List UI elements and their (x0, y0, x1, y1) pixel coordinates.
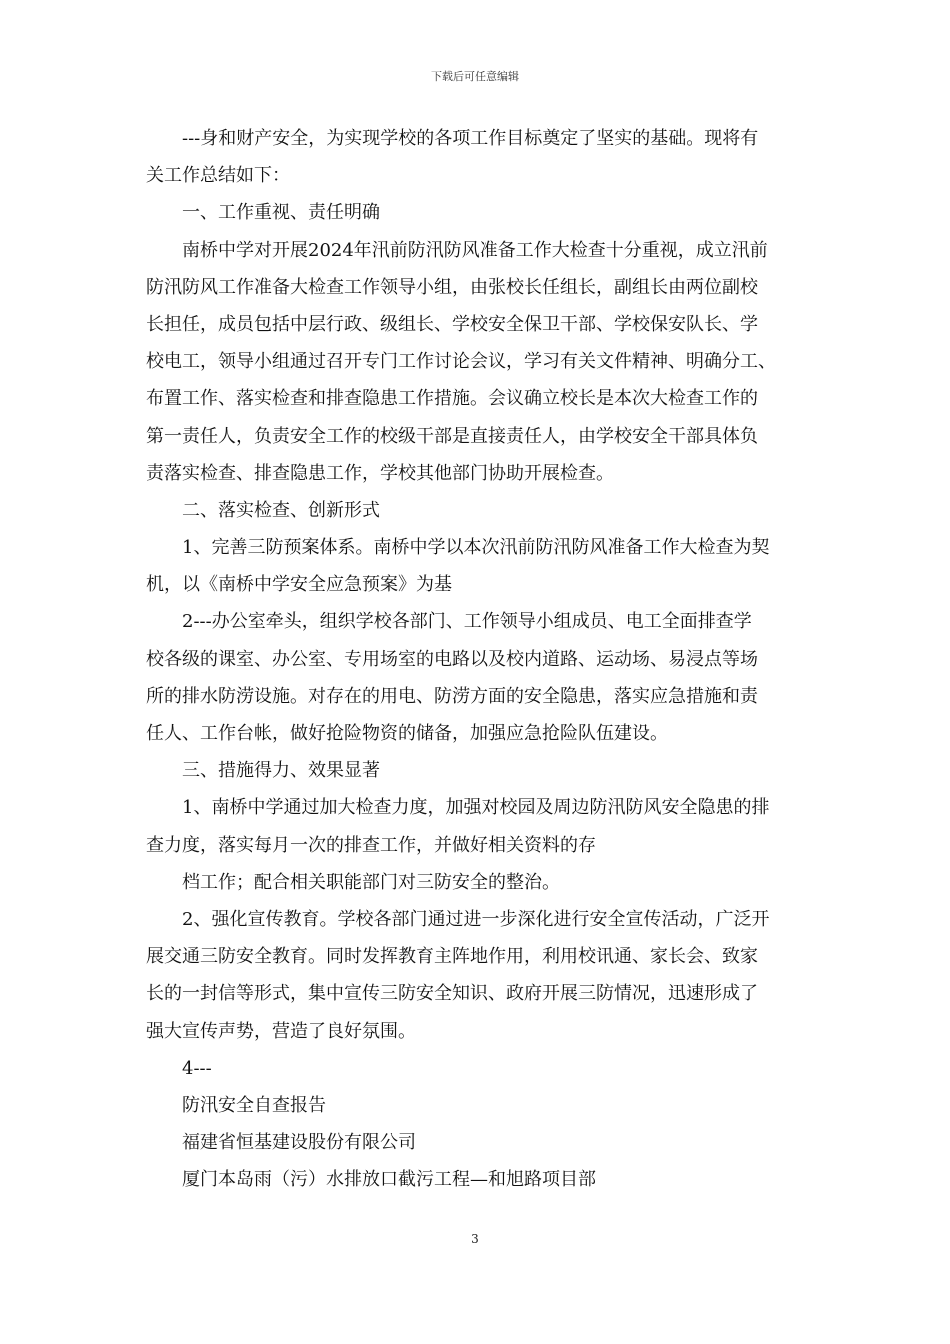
text-line: 2---办公室牵头，组织学校各部门、工作领导小组成员、电工全面排查学 (182, 611, 752, 633)
text-line: 长的一封信等形式，集中宣传三防安全知识、政府开展三防情况，迅速形成了 (146, 983, 758, 1005)
text-line: 校电工，领导小组通过召开专门工作讨论会议，学习有关文件精神、明确分工、 (146, 351, 776, 373)
text-line: ---身和财产安全，为实现学校的各项工作目标奠定了坚实的基础。现将有 (182, 128, 759, 149)
text-line: 一、工作重视、责任明确 (182, 202, 380, 224)
text-line: 第一责任人，负责安全工作的校级干部是直接责任人，由学校安全干部具体负 (146, 425, 758, 447)
text-line: 2、强化宣传教育。学校各部门通过进一步深化进行安全宣传活动，广泛开 (182, 908, 770, 930)
text-line: 所的排水防涝设施。对存在的用电、防涝方面的安全隐患，落实应急措施和责 (146, 685, 758, 707)
document-body (146, 120, 806, 1198)
text-line: 责落实检查、排查隐患工作，学校其他部门协助开展检查。 (146, 462, 614, 484)
text-line: 4--- (182, 1057, 212, 1079)
text-line: 查力度，落实每月一次的排查工作，并做好相关资料的存 (146, 834, 596, 856)
text-line: 强大宣传声势，营造了良好氛围。 (146, 1020, 416, 1042)
text-line: 展交通三防安全教育。同时发挥教育主阵地作用，利用校讯通、家长会、致家 (146, 946, 758, 968)
text-line: 厦门本岛雨（污）水排放口截污工程—和旭路项目部 (182, 1169, 596, 1191)
text-line: 机，以《南桥中学安全应急预案》为基 (146, 574, 452, 596)
text-line: 任人、工作台帐，做好抢险物资的储备，加强应急抢险队伍建设。 (146, 723, 668, 744)
text-line: 防汛安全自查报告 (182, 1094, 326, 1116)
page-number: 3 (471, 1232, 479, 1246)
text-line: 档工作；配合相关职能部门对三防安全的整治。 (182, 871, 560, 893)
text-line: 关工作总结如下： (146, 165, 290, 187)
text-line: 长担任，成员包括中层行政、级组长、学校安全保卫干部、学校保安队长、学 (146, 313, 758, 335)
text-line: 校各级的课室、办公室、专用场室的电路以及校内道路、运动场、易浸点等场 (146, 648, 758, 670)
text-line: 南桥中学对开展2024年汛前防汛防风准备工作大检查十分重视，成立汛前 (182, 239, 768, 261)
text-line: 1、南桥中学通过加大检查力度，加强对校园及周边防汛防风安全隐患的排 (182, 797, 770, 819)
text-line: 1、完善三防预案体系。南桥中学以本次汛前防汛防风准备工作大检查为契 (182, 537, 770, 559)
text-line: 布置工作、落实检查和排查隐患工作措施。会议确立校长是本次大检查工作的 (146, 388, 758, 410)
text-line: 二、落实检查、创新形式 (182, 499, 380, 521)
text-line: 福建省恒基建设股份有限公司 (182, 1132, 416, 1154)
text-line: 防汛防风工作准备大检查工作领导小组，由张校长任组长，副组长由两位副校 (146, 276, 758, 298)
page-header: 下载后可任意编辑 (431, 70, 519, 83)
text-line: 三、措施得力、效果显著 (182, 760, 380, 782)
